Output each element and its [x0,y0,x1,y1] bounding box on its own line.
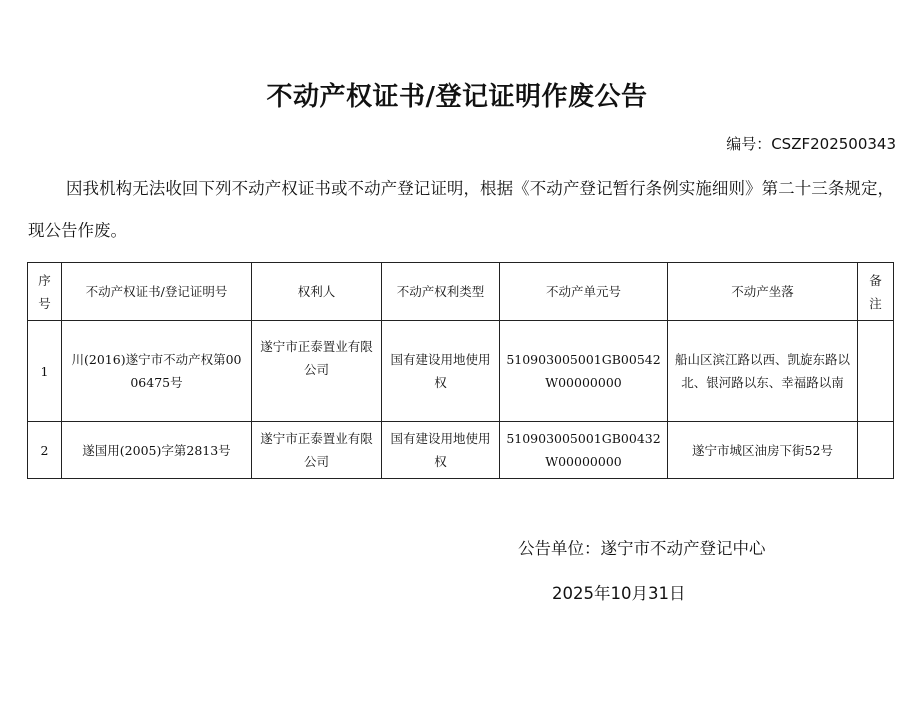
table-row [28,321,894,422]
cell-right-type: 国有建设用地使用权 [382,321,500,422]
page-title: 不动产权证书/登记证明作废公告 [266,82,648,112]
header-unit-number: 不动产单元号 [500,263,668,321]
certificate-table [27,262,894,479]
table-header-row [28,263,894,321]
cell-unit-number: 510903005001GB00542W00000000 [500,321,668,422]
header-certificate-number: 不动产权证书/登记证明号 [62,263,252,321]
issuing-unit: 公告单位：遂宁市不动产登记中心 [518,539,766,558]
cell-right-type: 国有建设用地使用权 [382,422,500,479]
header-remarks: 备注 [858,263,894,321]
header-right-holder: 权利人 [252,263,382,321]
table-row [28,422,894,479]
cell-serial: 1 [28,321,62,422]
cell-serial: 2 [28,422,62,479]
cell-remarks [858,321,894,422]
header-location: 不动产坐落 [668,263,858,321]
issue-date: 2025年10月31日 [552,584,686,603]
announcement-body: 因我机构无法收回下列不动产权证书或不动产登记证明，根据《不动产登记暂行条例实施细则》第二十三条规定，现公告作废。 [28,179,894,240]
cell-right-holder: 遂宁市正泰置业有限公司 [252,321,382,422]
header-serial: 序号 [28,263,62,321]
cell-certificate-number: 川(2016)遂宁市不动产权第0006475号 [62,321,252,422]
cell-remarks [858,422,894,479]
header-right-type: 不动产权利类型 [382,263,500,321]
cell-location: 遂宁市城区油房下街52号 [668,422,858,479]
cell-right-holder: 遂宁市正泰置业有限公司 [252,422,382,479]
cell-certificate-number: 遂国用(2005)字第2813号 [62,422,252,479]
document-number: 编号：CSZF202500343 [726,135,896,153]
cell-location: 船山区滨江路以西、凯旋东路以北、银河路以东、幸福路以南 [668,321,858,422]
cell-unit-number: 510903005001GB00432W00000000 [500,422,668,479]
